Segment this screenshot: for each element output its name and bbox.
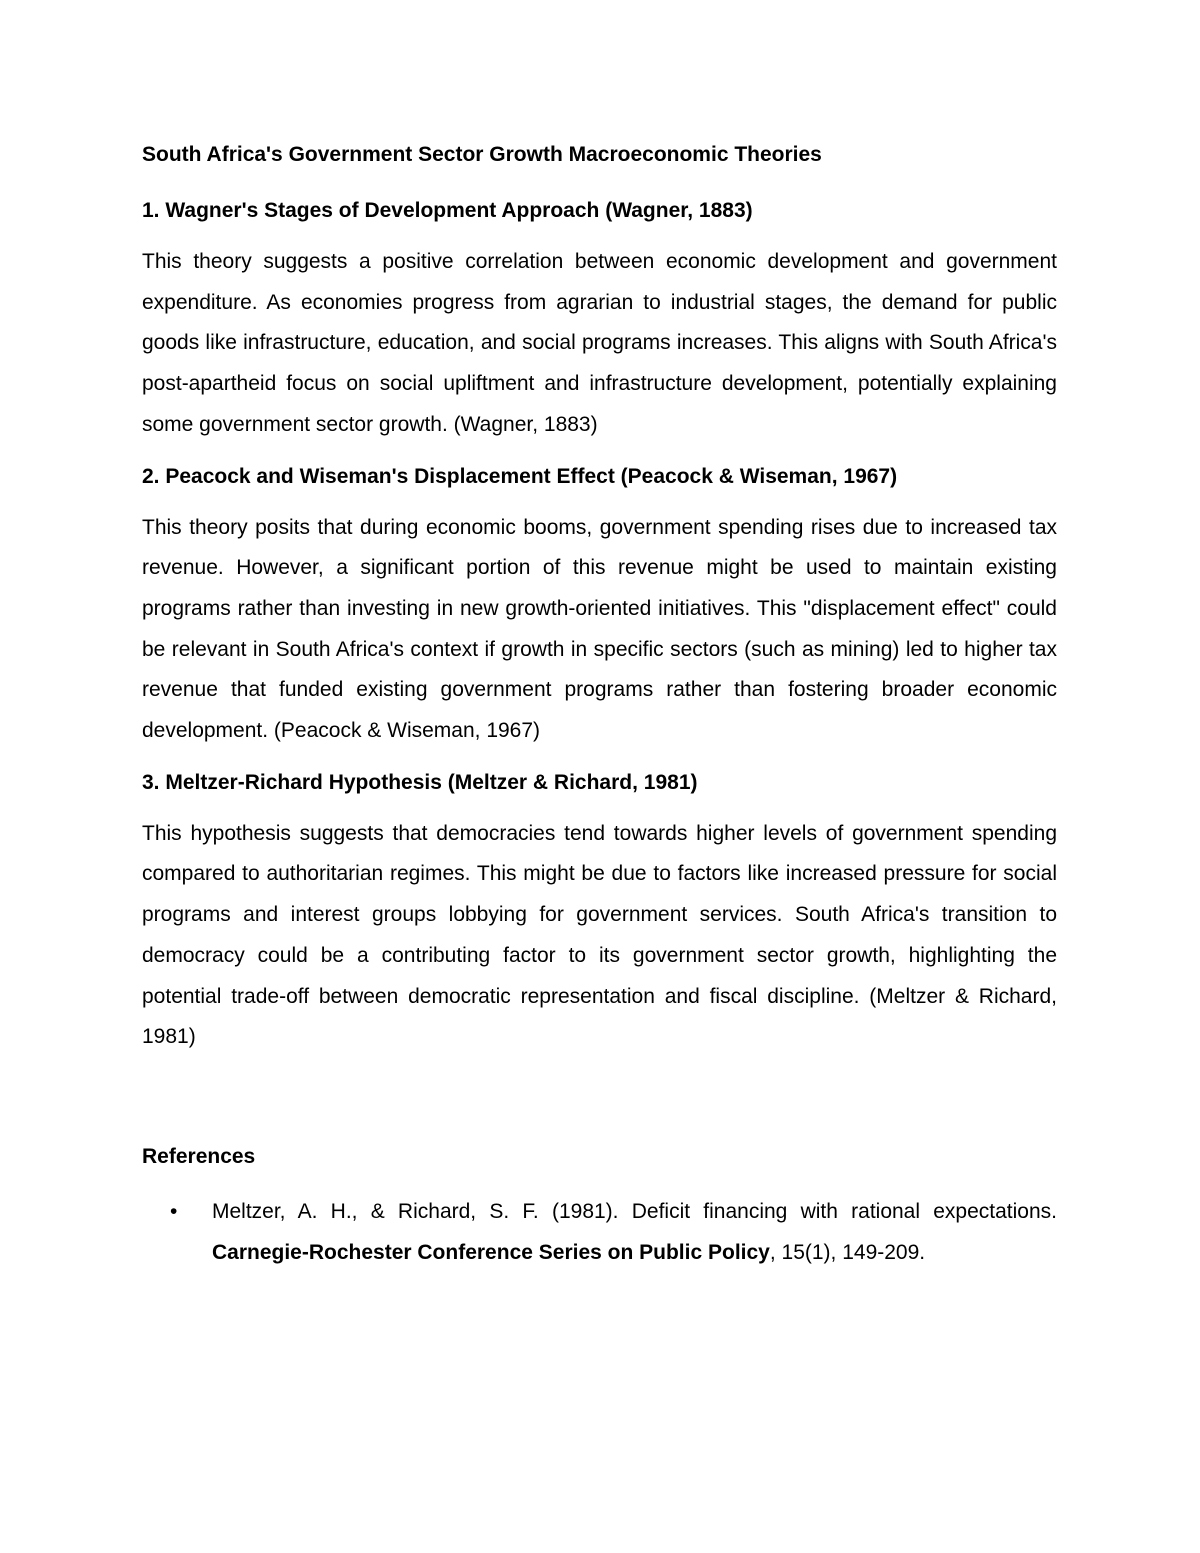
references-list: [142, 1192, 1057, 1273]
section-body-peacock-wiseman: This theory posits that during economic booms, government spending rises due to increased tax revenue. However, a significant portion of this revenue might be used to maintain existing programs rather than investing in new growth-oriented initiatives. This "displacement effect" could be relevant in South Africa's context if growth in specific sectors (such as mining) led to higher tax revenue that funded existing government programs rather than fostering broader economic development. (Peacock & Wiseman, 1967): [142, 515, 1057, 743]
section-heading-peacock-wiseman: 2. Peacock and Wiseman's Displacement Effect (Peacock & Wiseman, 1967): [142, 464, 898, 488]
reference-journal: Carnegie-Rochester Conference Series on Public Policy: [212, 1240, 770, 1264]
document-title: South Africa's Government Sector Growth Macroeconomic Theories: [142, 143, 822, 166]
section-heading-wagner: 1. Wagner's Stages of Development Approach (Wagner, 1883): [142, 199, 753, 222]
reference-item: [142, 1192, 1057, 1273]
references-heading: References: [142, 1144, 256, 1168]
bullet-icon: •: [170, 1199, 178, 1223]
section-body-meltzer-richard: This hypothesis suggests that democracies tend towards higher levels of government spending compared to authoritarian regimes. This might be due to factors like increased pressure for social programs and interest groups lobbying for government services. South Africa's transition to democracy could be a contributing factor to its government sector growth, highlighting the potential trade-off between democratic representation and fiscal discipline. (Meltzer & Richard, 1981): [142, 821, 1057, 1049]
reference-authors-title: Meltzer, A. H., & Richard, S. F. (1981). Deficit financing with rational expectations.: [212, 1199, 1057, 1223]
section-heading-meltzer-richard: 3. Meltzer-Richard Hypothesis (Meltzer & Richard, 1981): [142, 770, 698, 794]
reference-volume-pages: , 15(1), 149-209.: [769, 1240, 926, 1264]
section-body-wagner: This theory suggests a positive correlation between economic development and government expenditure. As economies progress from agrarian to industrial stages, the demand for public goods like infrastructure, education, and social programs increases. This aligns with South Africa's post-apartheid focus on social upliftment and infrastructure development, potentially explaining some government sector growth. (Wagner, 1883): [142, 250, 1057, 436]
document-page: [142, 138, 1057, 1273]
